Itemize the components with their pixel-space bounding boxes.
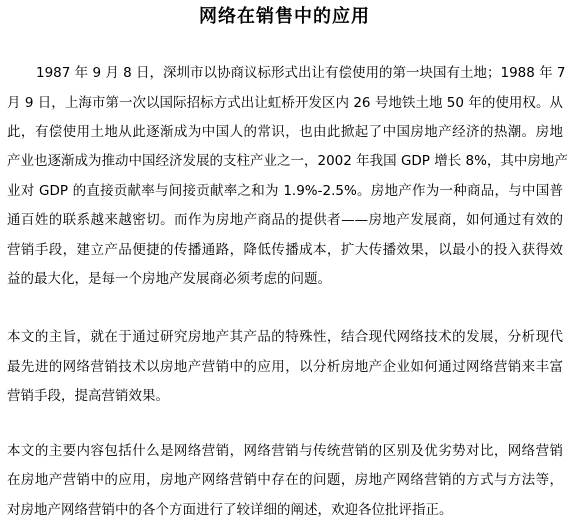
paragraph-line: 业对 GDP 的直接贡献率与间接贡献率之和为 1.9%-2.5%。房地产作为一种商品，与中国普 xyxy=(7,183,563,199)
paragraph-line: 产业也逐渐成为推动中国经济发展的支柱产业之一，2002 年我国 GDP 增长 8%，其中房地产 xyxy=(7,153,568,169)
paragraph-line: 营销手段，建立产品便捷的传播通路，降低传播成本，扩大传播效果，以最小的投入获得效 xyxy=(7,242,563,258)
paragraph-line: 通百姓的联系越来越密切。而作为房地产商品的提供者——房地产发展商，如何通过有效的 xyxy=(7,212,563,228)
paragraph-line: 营销手段，提高营销效果。 xyxy=(7,388,169,404)
paragraph-line: 最先进的网络营销技术以房地产营销中的应用，以分析房地产企业如何通过网络营销来丰富 xyxy=(7,359,563,375)
paragraph-line: 对房地产网络营销中的各个方面进行了较详细的阐述，欢迎各位批评指正。 xyxy=(7,502,453,518)
paragraph-line: 1987 年 9 月 8 日，深圳市以协商议标形式出让有偿使用的第一块国有土地；1988 年 7 xyxy=(36,65,566,81)
paragraph-line: 益的最大化，是每一个房地产发展商必须考虑的问题。 xyxy=(7,271,331,287)
paragraph-line: 月 9 日，上海市第一次以国际招标方式出让虹桥开发区内 26 号地铁土地 50 年的使用权。从 xyxy=(7,95,563,111)
paragraph-line: 此，有偿使用土地从此逐渐成为中国人的常识，也由此掀起了中国房地产经济的热潮。房地 xyxy=(7,124,563,140)
paragraph-line: 本文的主要内容包括什么是网络营销，网络营销与传统营销的区别及优劣势对比，网络营销 xyxy=(7,443,563,459)
paragraph-line: 本文的主旨，就在于通过研究房地产其产品的特殊性，结合现代网络技术的发展，分析现代 xyxy=(7,329,563,345)
paragraph-line: 在房地产营销中的应用，房地产网络营销中存在的问题，房地产网络营销的方式与方法等， xyxy=(7,472,563,488)
document-title: 网络在销售中的应用 xyxy=(199,6,370,27)
